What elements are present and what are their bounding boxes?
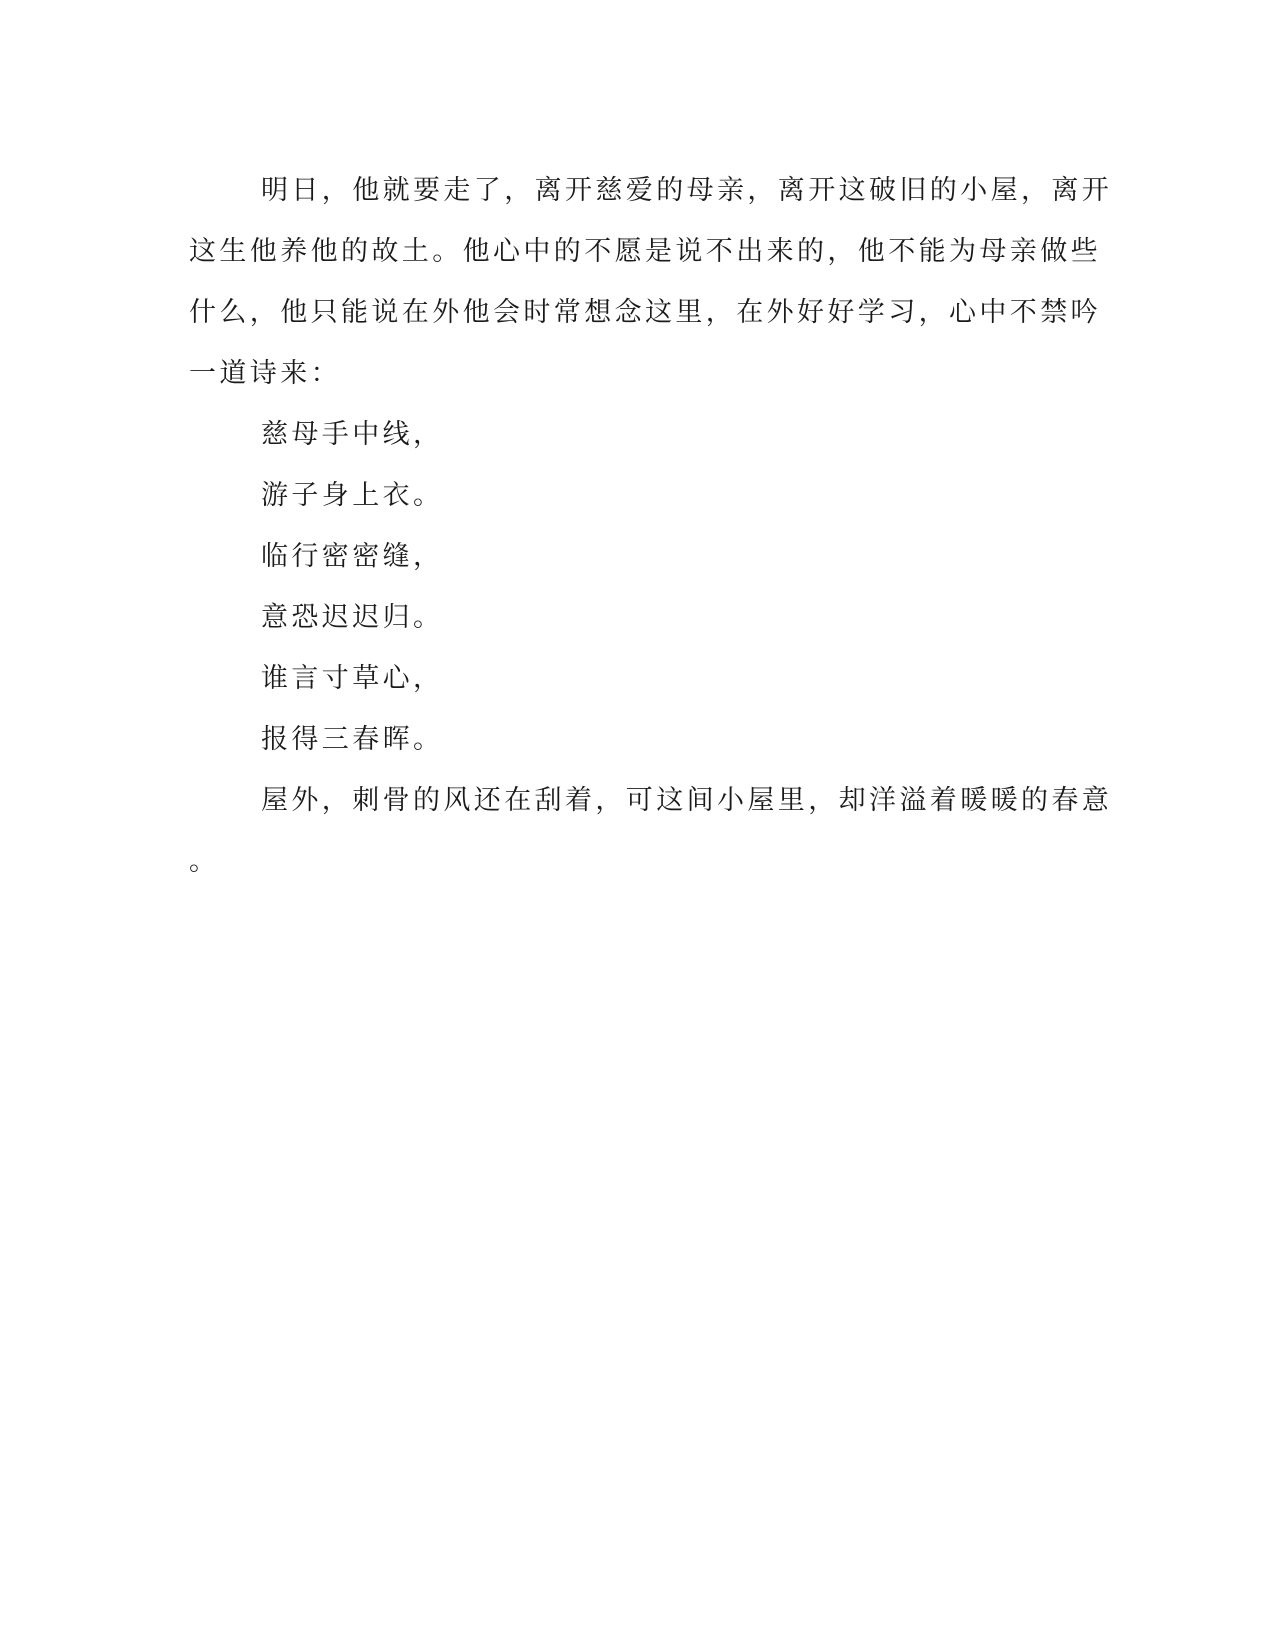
- paragraph-line: 什么，他只能说在外他会时常想念这里，在外好好学习，心中不禁吟: [189, 297, 1101, 328]
- poem-line: 慈母手中线，: [261, 419, 444, 450]
- paragraph-line: 。: [189, 846, 220, 877]
- poem-line: 谁言寸草心，: [261, 663, 444, 694]
- poem-line: 临行密密缝，: [261, 541, 444, 572]
- poem-line: 报得三春晖。: [261, 724, 444, 755]
- paragraph-line: 一道诗来：: [189, 358, 341, 389]
- document-body: [189, 160, 1113, 892]
- paragraph-line: 明日，他就要走了，离开慈爱的母亲，离开这破旧的小屋，离开: [261, 175, 1113, 206]
- poem-line: 游子身上衣。: [261, 480, 444, 511]
- paragraph-line: 这生他养他的故土。他心中的不愿是说不出来的，他不能为母亲做些: [189, 236, 1101, 267]
- poem-line: 意恐迟迟归。: [261, 602, 444, 633]
- paragraph-line: 屋外，刺骨的风还在刮着，可这间小屋里，却洋溢着暖暖的春意: [261, 785, 1113, 816]
